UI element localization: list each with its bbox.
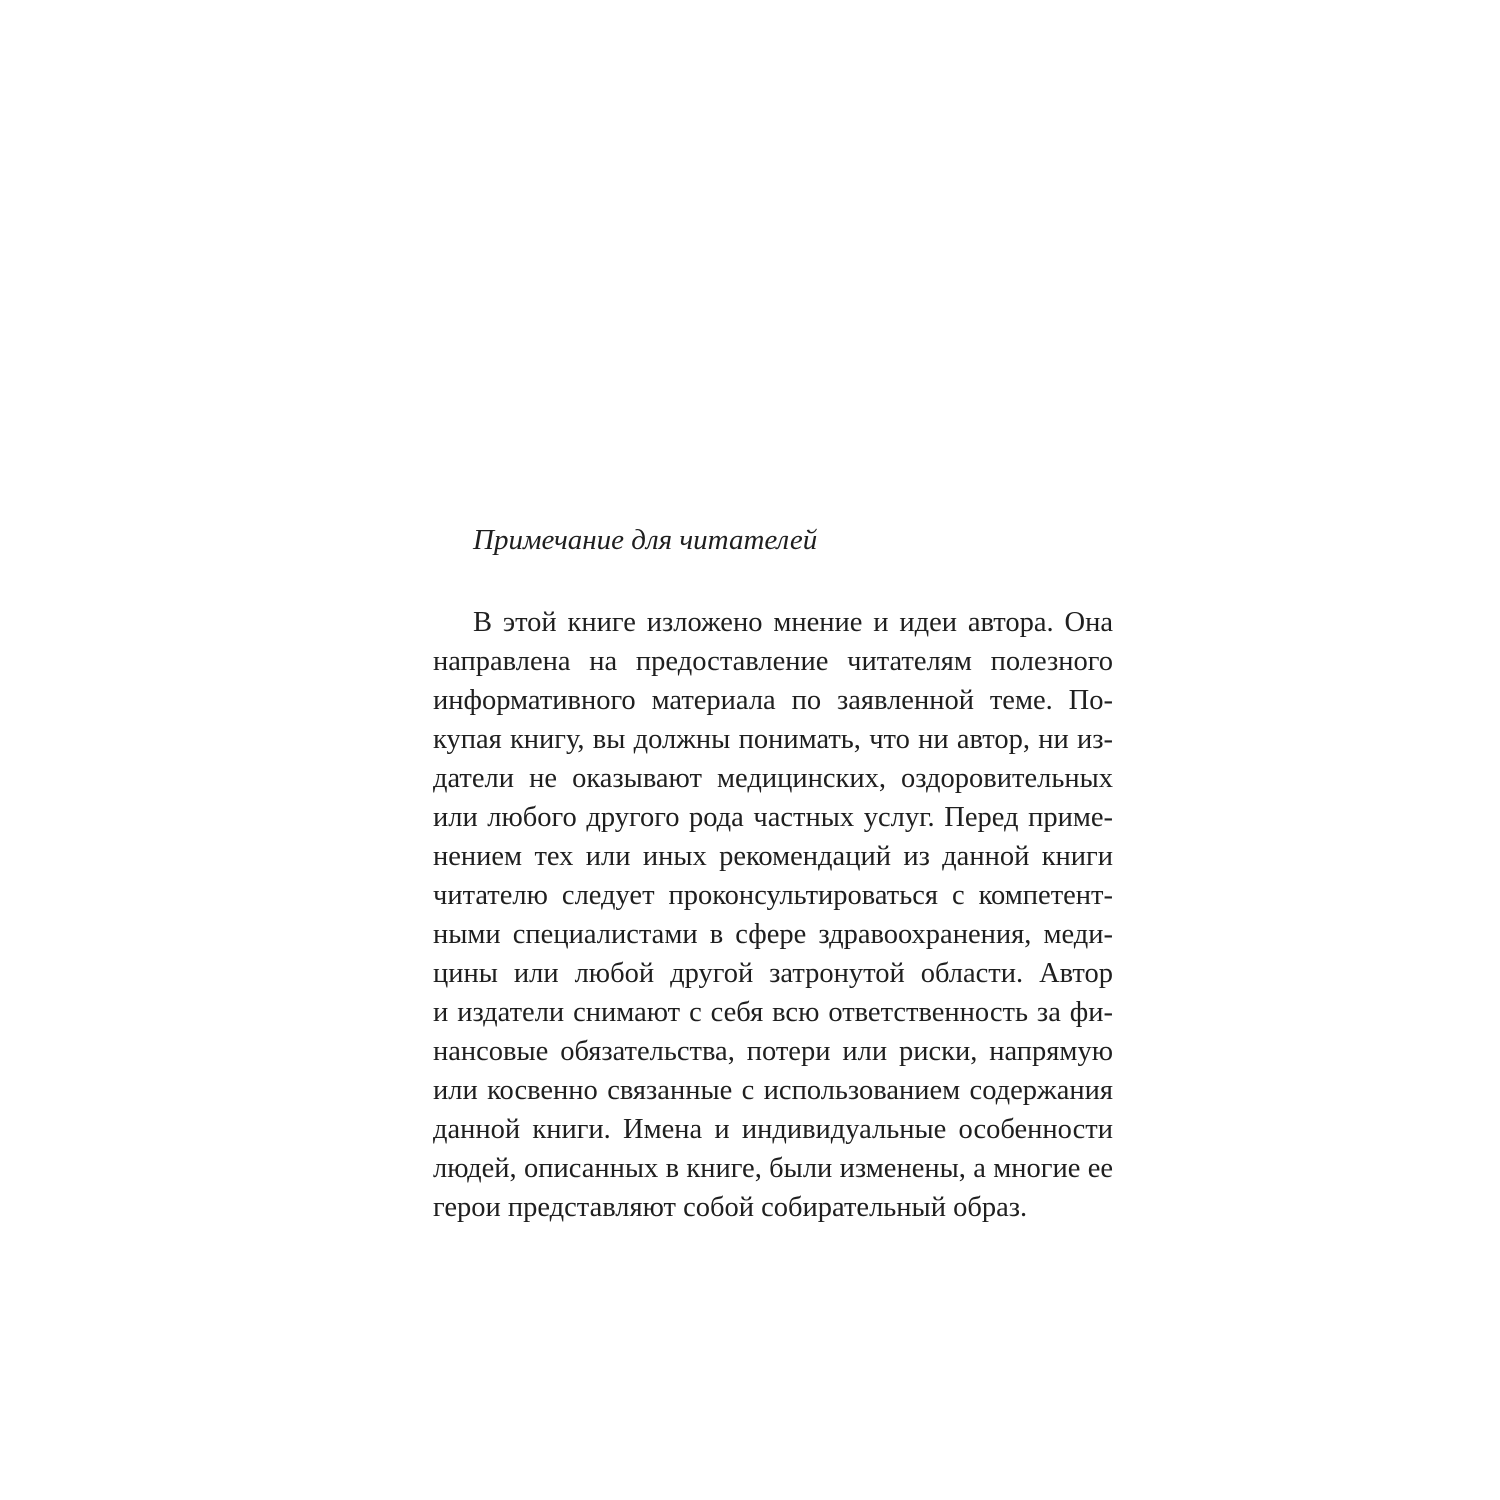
note-body [433, 603, 1113, 1227]
note-line: герои представляют собой собирательный образ. [433, 1192, 1028, 1223]
note-line: данной книги. Имена и индивидуальные особенности [433, 1114, 1113, 1145]
note-line: ными специалистами в сфере здравоохранения, меди- [433, 919, 1113, 950]
note-line: В этой книге изложено мнение и идеи автора. Она [473, 607, 1113, 638]
note-line: и издатели снимают с себя всю ответственность за фи- [433, 997, 1113, 1028]
note-title: Примечание для читателей [473, 524, 818, 556]
note-line: информативного материала по заявленной теме. По- [433, 685, 1113, 716]
reader-note [433, 521, 1113, 1227]
note-line: или косвенно связанные с использованием содержания [433, 1075, 1113, 1106]
note-line: направлена на предоставление читателям полезного [433, 646, 1113, 677]
note-line: нансовые обязательства, потери или риски, напрямую [433, 1036, 1113, 1067]
note-line: нением тех или иных рекомендаций из данной книги [433, 841, 1113, 872]
note-line: цины или любой другой затронутой области. Автор [433, 958, 1113, 989]
note-line: датели не оказывают медицинских, оздоровительных [433, 763, 1113, 794]
note-line: или любого другого рода частных услуг. Перед приме- [433, 802, 1113, 833]
note-line: людей, описанных в книге, были изменены, а многие ее [433, 1153, 1113, 1184]
note-line: купая книгу, вы должны понимать, что ни автор, ни из- [433, 724, 1113, 755]
note-line: читателю следует проконсультироваться с компетент- [433, 880, 1113, 911]
